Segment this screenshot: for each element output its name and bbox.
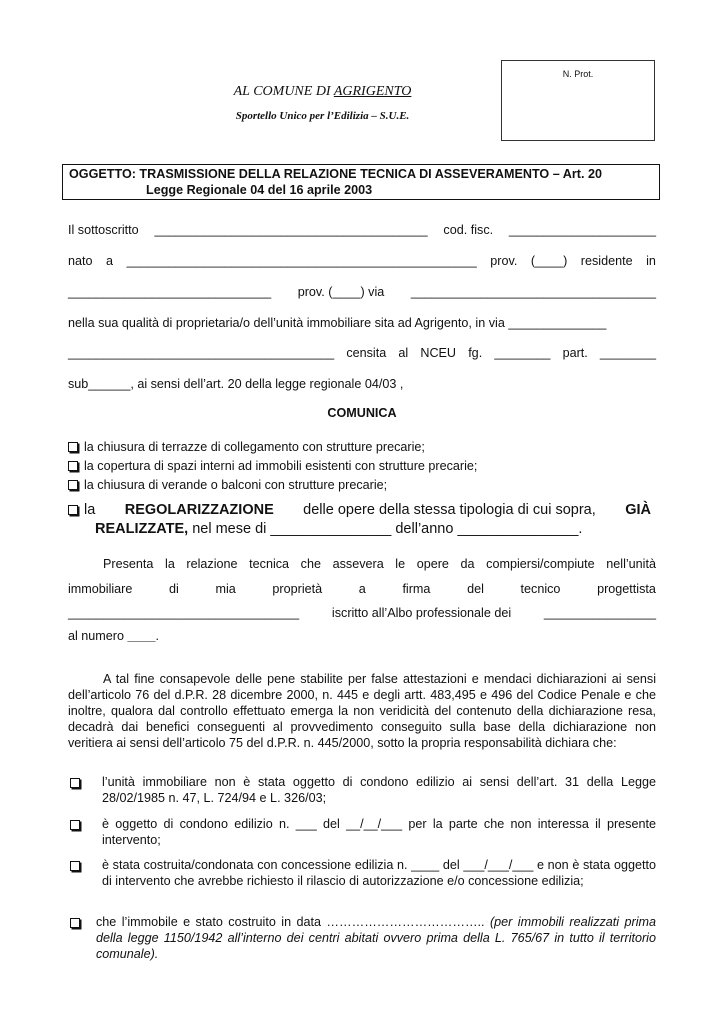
option-label: la chiusura di verande o balconi con strutture precarie; — [84, 478, 388, 492]
presenta-word: del — [467, 582, 484, 596]
cod-fisc-blank[interactable]: _____________________ — [508, 223, 656, 237]
field-line-name — [68, 223, 656, 237]
statement-text: è stata costruita/condonata con concessione edilizia n. ____ del ___/___/___ e non è stata oggetto di intervento che avrebbe richiesto il rilascio di autorizzazione e/o concessione edilizia; — [102, 858, 656, 888]
regolarizzazione-line-2 — [95, 521, 655, 537]
numero-blank[interactable]: ____ — [127, 629, 156, 643]
last-statement-italic: (per immobili realizzati prima della legge 1150/1942 all’interno dei centri abitati ovvero prima della L. 765/67 in tutto il territorio comunale). — [96, 915, 656, 961]
residente-label: residente — [580, 254, 633, 268]
mese-anno-text: nel mese di _______________ dell’anno _______________. — [192, 521, 583, 537]
nceu-label: NCEU — [420, 346, 457, 360]
in-label: in — [646, 254, 656, 268]
statement-condono — [68, 816, 656, 848]
a-label: a — [106, 254, 114, 268]
iscritto-text: iscritto all’Albo professionale dei — [331, 606, 512, 620]
prov-label-1: prov. — [490, 254, 518, 268]
recipient-office: Sportello Unico per l’Edilizia – S.U.E. — [235, 110, 410, 122]
option-label: la copertura di spazi interni ad immobili esistenti con strutture precarie; — [84, 459, 478, 473]
checkbox-icon[interactable] — [70, 778, 80, 788]
presenta-word: proprietà — [272, 582, 323, 596]
numero-end: . — [155, 629, 160, 643]
presenta-word: mia — [215, 582, 236, 596]
nato-label: nato — [68, 254, 93, 268]
checkbox-icon[interactable] — [68, 480, 78, 490]
sottoscritto-label: Il sottoscritto — [68, 223, 139, 237]
comunica-heading: COMUNICA — [327, 406, 397, 420]
statement-concessione — [68, 857, 656, 889]
presenta-line-1: Presenta la relazione tecnica che assevera le opere da compiersi/compiute nell’unità — [103, 557, 656, 571]
field-line-cadastre — [68, 346, 656, 360]
field-line-sub: sub______, ai sensi dell’art. 20 della legge regionale 04/03 , — [68, 377, 404, 391]
statement-text: è oggetto di condono edilizio n. ___ del __/__/___ per la parte che non interessa il presente intervento; — [102, 817, 656, 847]
address-blank[interactable]: ______________________________________ — [68, 346, 335, 360]
option-terrazze — [68, 440, 656, 454]
recipient-title — [150, 84, 495, 100]
al-label: al — [398, 346, 409, 360]
field-line-qualita — [68, 316, 656, 330]
regolarizzazione-la: la — [84, 502, 96, 518]
part-blank[interactable]: ________ — [599, 346, 656, 360]
name-blank[interactable]: _______________________________________ — [154, 223, 428, 237]
fg-label: fg. — [468, 346, 483, 360]
presenta-word: immobiliare — [68, 582, 133, 596]
checkbox-icon[interactable] — [70, 918, 80, 928]
albo-blank[interactable]: ________________ — [543, 606, 656, 620]
checkbox-icon[interactable] — [70, 861, 80, 871]
presenta-line-3 — [68, 606, 656, 620]
field-line-birth — [68, 254, 656, 268]
qualita-blank[interactable]: ______________ — [508, 316, 607, 330]
subject-box — [62, 164, 660, 200]
statement-data-costruzione — [68, 914, 656, 962]
subject-text-1: OGGETTO: TRASMISSIONE DELLA RELAZIONE TECNICA DI ASSEVERAMENTO – Art. 20 — [69, 167, 602, 181]
birthplace-blank[interactable]: __________________________________________________ — [126, 254, 477, 268]
checkbox-icon[interactable] — [68, 442, 78, 452]
presenta-word: tecnico — [520, 582, 561, 596]
protocol-label: N. Prot. — [562, 69, 594, 79]
statement-text — [96, 914, 656, 962]
subject-line-1 — [69, 166, 655, 182]
gia-label: GIÀ — [625, 502, 651, 518]
al-numero-label: al numero — [68, 629, 125, 643]
option-copertura — [68, 459, 656, 473]
residence-blank[interactable]: _____________________________ — [68, 285, 272, 299]
option-verande — [68, 478, 656, 492]
recipient-prefix: AL COMUNE DI — [233, 84, 334, 99]
presenta-word: firma — [402, 582, 431, 596]
checkbox-icon[interactable] — [68, 505, 78, 515]
regolarizzazione-text: delle opere della stessa tipologia di cui sopra, — [303, 502, 596, 518]
declaration-paragraph: A tal fine consapevole delle pene stabilite per false attestazioni e mendaci dichiarazioni ai sensi dell’articolo 76 del d.P.R. 28 dicembre 2000, n. 445 e degli artt. 483,495 e 496 del Codice Penale e che inoltre, qualora dal controllo effettuato emerga la non veridicità del contenuto della dichiarazione resa, decadrà dai benefici conseguenti al provvedimento conseguito sulla base della dichiarazione non veritiera ai sensi dell’articolo 75 del d.P.R. n. 445/2000, sotto la propria responsabilità dichiara che: — [68, 672, 656, 750]
tecnico-blank[interactable]: _________________________________ — [68, 606, 300, 620]
regolarizzazione-title: REGOLARIZZAZIONE — [124, 502, 274, 518]
recipient-city: AGRIGENTO — [333, 84, 412, 99]
part-label: part. — [562, 346, 588, 360]
checkbox-icon[interactable] — [68, 461, 78, 471]
option-label: la chiusura di terrazze di collegamento con strutture precarie; — [84, 440, 425, 454]
statement-no-condono — [68, 774, 656, 806]
protocol-box — [501, 60, 655, 141]
checkbox-icon[interactable] — [70, 820, 80, 830]
presenta-word: di — [169, 582, 179, 596]
prov-via-label: prov. (____) via — [297, 285, 385, 299]
via-blank[interactable]: ___________________________________ — [410, 285, 656, 299]
cod-fisc-label: cod. fisc. — [443, 223, 494, 237]
fg-blank[interactable]: ________ — [494, 346, 551, 360]
option-regolarizzazione — [68, 502, 651, 518]
field-line-residence — [68, 285, 656, 299]
presenta-line-2 — [68, 582, 656, 596]
last-statement-normal: che l’immobile e stato costruito in data ……………………………….. — [96, 915, 490, 929]
presenta-word: progettista — [597, 582, 656, 596]
qualita-text: nella sua qualità di proprietaria/o dell’unità immobiliare sita ad Agrigento, in via — [68, 316, 505, 330]
presenta-word: a — [358, 582, 366, 596]
censita-label: censita — [346, 346, 387, 360]
subject-line-2: Legge Regionale 04 del 16 aprile 2003 — [146, 183, 373, 197]
realizzate-label: REALIZZATE, — [95, 521, 189, 537]
statement-text: l’unità immobiliare non è stata oggetto di condono edilizio ai sensi dell’art. 31 della Legge 28/02/1985 n. 47, L. 724/94 e L. 326/03; — [102, 775, 656, 805]
presenta-line-4 — [68, 629, 656, 643]
prov-blank-1[interactable]: (____) — [530, 254, 568, 268]
